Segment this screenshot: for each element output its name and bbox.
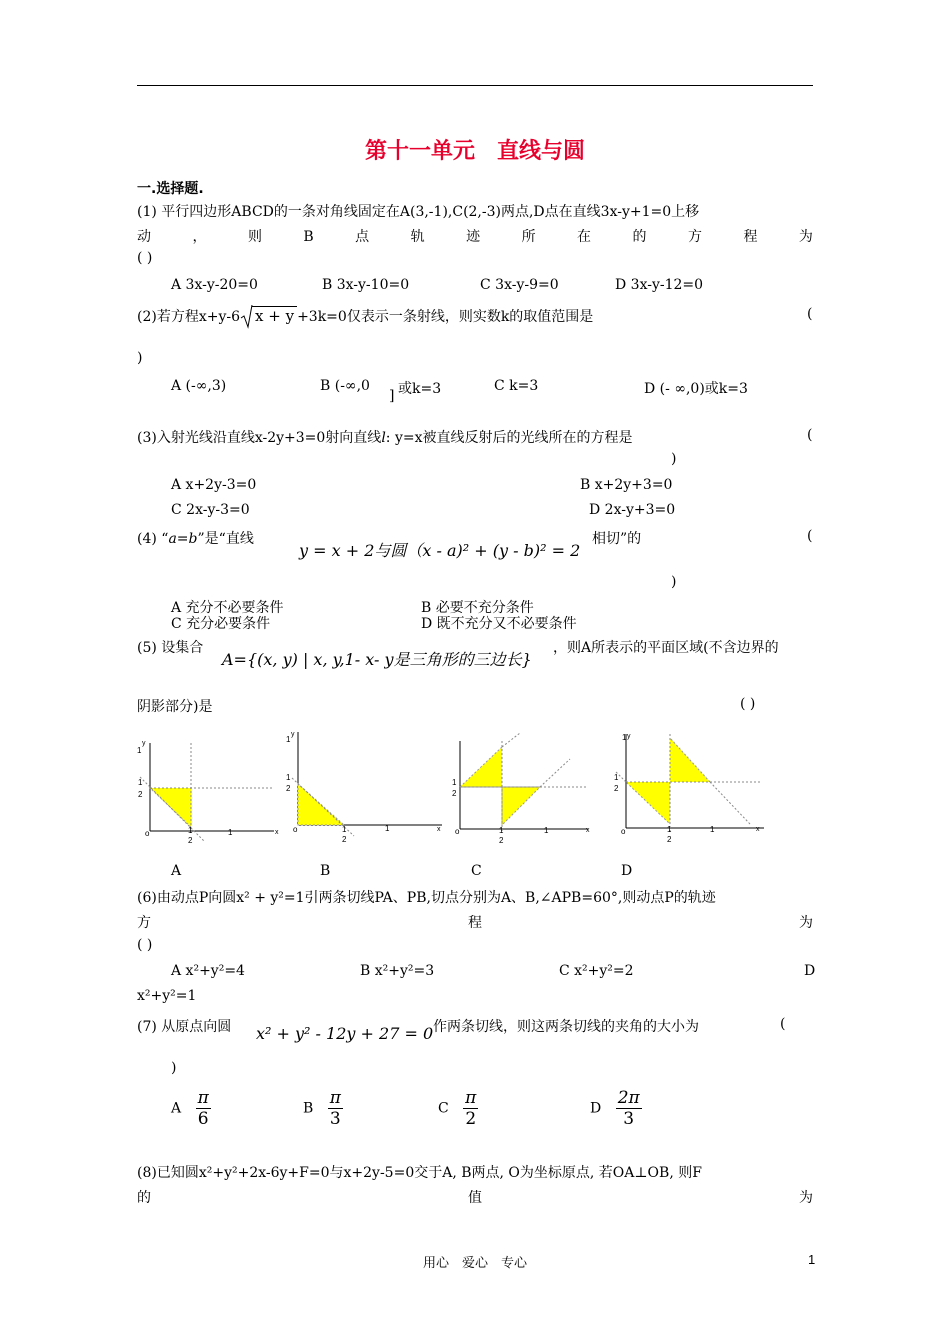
graph-b-xhalf-num: 1 (342, 825, 347, 834)
q4-line (137, 528, 254, 548)
q1-word: 动 (137, 229, 151, 245)
q6-line1: (6)由动点P向圆x² + y²=1引两条切线PA、PB,切点分别为A、B,∠APB=60°,则动点P的轨迹 (137, 890, 716, 906)
graph-a-shade (150, 788, 191, 827)
graph-d-y-label: y (627, 733, 631, 740)
graph-a-origin: o (145, 829, 150, 838)
graph-b-half-den: 2 (286, 784, 291, 793)
graph-c-half-num: 1 (452, 778, 457, 787)
q6-word: 为 (799, 915, 813, 931)
q1-word: ， (192, 229, 207, 245)
q6-option-d-value: x²+y²=1 (137, 988, 197, 1004)
q3-line (137, 427, 633, 447)
q7-option-b-num: π (329, 1088, 341, 1108)
q4-cond: a=b (168, 531, 198, 547)
q1-word: 点 (355, 229, 370, 245)
graph-a-half-num: 1 (138, 778, 143, 787)
q2-line (137, 306, 593, 326)
graph-d-half-den: 2 (614, 784, 619, 793)
graph-a-x-label: x (275, 829, 279, 836)
graph-b-y-label: y (291, 731, 295, 738)
q4-mid: ”是“直线 (197, 531, 254, 547)
q1-word: 所 (521, 229, 536, 245)
graph-d-shade-lower (626, 782, 670, 824)
q4-option-b: B 必要不充分条件 (421, 600, 534, 616)
q8-line2 (137, 1188, 813, 1208)
q5-paren: ( ) (740, 696, 756, 712)
q5-line2: 阴影部分)是 (137, 699, 213, 715)
q1-word: 方 (687, 229, 702, 245)
q8-line1: (8)已知圆x²+y²+2x-6y+F=0与x+2y-5=0交于A, B两点, O为坐标原点, 若OA⊥OB, 则F (137, 1165, 702, 1181)
q7-option-a-den: 6 (197, 1109, 209, 1129)
graph-d-xhalf-num: 1 (667, 825, 672, 834)
q2-paren-open: ( (807, 306, 813, 322)
q7-option-c-letter: C (438, 1100, 449, 1117)
q7-option-d-den: 3 (623, 1109, 635, 1129)
q6-option-c: C x²+y²=2 (559, 963, 634, 979)
q3-option-b: B x+2y+3=0 (580, 477, 673, 493)
graph-c-half-den: 2 (452, 789, 457, 798)
graph-a-y-label: y (142, 740, 146, 747)
q7-option-b (303, 1088, 343, 1129)
q1-option-c: C 3x-y-9=0 (480, 277, 559, 293)
q2-radicand: x + y (252, 306, 297, 325)
graph-b-one: 1 (286, 735, 291, 744)
q7-option-a (171, 1088, 211, 1129)
q4-option-a: A 充分不必要条件 (171, 600, 284, 616)
q2-option-c: C k=3 (494, 378, 539, 394)
q5-suffix: ，则A所表示的平面区域(不含边界的 (553, 640, 779, 656)
q6-option-b: B x²+y²=3 (360, 963, 435, 979)
q2-option-a: A (-∞,3) (171, 378, 227, 394)
graph-c-label: C (471, 863, 482, 879)
q2-paren-close: ) (137, 350, 143, 366)
q2-option-d: D (- ∞,0)或k=3 (644, 381, 748, 397)
q3-option-a: A x+2y-3=0 (171, 477, 257, 493)
q6-option-d: D (804, 963, 816, 979)
q4-prefix: (4) “ (137, 531, 169, 547)
q3-paren-open: ( (807, 427, 813, 443)
graph-a-half-den: 2 (138, 790, 143, 799)
graph-a-label: A (171, 863, 182, 879)
graph-a-one: 1 (137, 746, 142, 755)
q1-option-d: D 3x-y-12=0 (615, 277, 704, 293)
q2-prefix: (2)若方程x+y-6 (137, 309, 241, 325)
q3-line1-rest: : y=x被直线反射后的光线所在的方程是 (385, 430, 633, 446)
q6-word: 程 (468, 915, 482, 931)
q7-formula: x² + y² - 12y + 27 = 0 (256, 1024, 434, 1043)
graph-c-x-one: 1 (544, 826, 549, 835)
graph-b (282, 728, 447, 846)
q6-paren: ( ) (137, 937, 153, 953)
q7-option-b-den: 3 (329, 1109, 341, 1129)
graph-c-origin: o (455, 827, 460, 836)
q6-word: 方 (137, 915, 151, 931)
q4-formula: y = x + 2与圆（x - a)² + (y - b)² = 2 (299, 541, 581, 560)
graph-c (448, 733, 593, 845)
graph-b-x-one: 1 (385, 824, 390, 833)
q2-option-b: B (-∞,0 (320, 378, 370, 394)
q7-option-a-letter: A (171, 1100, 182, 1117)
q7-prefix: (7) 从原点向圆 (137, 1019, 232, 1035)
q3-line1: (3)入射光线沿直线x-2y+3=0射向直线 (137, 430, 382, 446)
q2-suffix: +3k=0仅表示一条射线，则实数k的取值范围是 (297, 309, 594, 325)
q1-word: 则 (247, 229, 262, 245)
q2-sqrt (240, 307, 297, 325)
q1-option-a: A 3x-y-20=0 (171, 277, 258, 293)
graph-b-x-label: x (437, 826, 441, 833)
graph-a-xhalf-num: 1 (188, 826, 193, 835)
graph-c-xhalf-den: 2 (499, 836, 504, 845)
q4-paren-close: ) (671, 574, 677, 590)
header-rule (137, 85, 813, 86)
q3-paren-close: ) (671, 451, 677, 467)
page-title: 第十一单元 直线与圆 (364, 139, 585, 164)
graph-a (134, 735, 284, 847)
graph-d (600, 728, 770, 846)
graph-d-origin: o (621, 827, 626, 836)
q7-suffix: 作两条切线，则这两条切线的夹角的大小为 (433, 1019, 699, 1035)
q2-option-b-bracket: ] (389, 388, 395, 404)
q1-word: 程 (743, 229, 758, 245)
graph-a-x-one: 1 (228, 828, 233, 837)
q7-option-c-den: 2 (465, 1109, 477, 1129)
graph-d-x-one: 1 (710, 825, 715, 834)
graph-c-x-label: x (586, 827, 590, 834)
q1-word: 轨 (410, 229, 425, 245)
q7-paren-close: ) (171, 1060, 177, 1076)
q4-paren-open: ( (807, 528, 813, 544)
q7-option-d-letter: D (590, 1100, 602, 1117)
q2-option-b-rest: 或k=3 (398, 381, 442, 397)
q8-word: 的 (137, 1190, 151, 1206)
q8-word: 为 (799, 1190, 813, 1206)
q6-line2 (137, 913, 813, 933)
page-footer: 用心 爱心 专心 (422, 1256, 527, 1271)
q7-option-a-num: π (197, 1088, 209, 1108)
page-number: 1 (808, 1252, 816, 1267)
q7-paren-open: ( (780, 1016, 786, 1032)
graph-c-shade-lower (502, 787, 540, 825)
graph-d-x-label: x (756, 826, 760, 833)
q3-option-d: D 2x-y+3=0 (589, 502, 676, 518)
q7-option-c-num: π (465, 1088, 477, 1108)
graph-a-xhalf-den: 2 (188, 836, 193, 845)
q7-option-d (590, 1088, 642, 1129)
q7-option-d-num: 2π (617, 1088, 640, 1108)
section-heading: 一.选择题. (137, 181, 204, 197)
q1-word: 在 (577, 229, 592, 245)
q5-prefix: (5) 设集合 (137, 640, 204, 656)
graph-b-half-num: 1 (286, 773, 291, 782)
q1-line2 (137, 227, 813, 247)
q1-line1: (1) 平行四边形ABCD的一条对角线固定在A(3,-1),C(2,-3)两点,D点在直线3x-y+1=0上移 (137, 204, 700, 220)
q4-suffix: 相切”的 (592, 531, 642, 547)
q4-option-d: D 既不充分又不必要条件 (421, 616, 577, 632)
graph-d-shade-upper (670, 738, 710, 782)
graph-c-shade-upper (460, 747, 502, 787)
q4-option-c: C 充分必要条件 (171, 616, 271, 632)
q1-word: 的 (632, 229, 647, 245)
q3-option-c: C 2x-y-3=0 (171, 502, 250, 518)
graph-d-label: D (621, 863, 633, 879)
graph-b-xhalf-den: 2 (342, 835, 347, 844)
graph-b-origin: o (293, 825, 298, 834)
q1-word: 迹 (466, 229, 481, 245)
q7-option-b-letter: B (303, 1100, 314, 1117)
q5-formula: A={(x, y) | x, y,1- x- y是三角形的三边长} (222, 650, 532, 669)
q1-word: 为 (798, 229, 813, 245)
q1-option-b: B 3x-y-10=0 (322, 277, 410, 293)
graph-b-label: B (320, 863, 331, 879)
q1-word: B (303, 229, 314, 245)
q6-option-a: A x²+y²=4 (171, 963, 245, 979)
q8-word: 值 (468, 1190, 482, 1206)
q7-option-c (438, 1088, 478, 1129)
q3-l-symbol: l (381, 430, 386, 446)
graph-c-xhalf-num: 1 (499, 826, 504, 835)
graph-d-one: 1 (622, 733, 627, 742)
graph-d-xhalf-den: 2 (667, 835, 672, 844)
graph-d-half-num: 1 (614, 773, 619, 782)
q1-paren: ( ) (137, 250, 153, 266)
